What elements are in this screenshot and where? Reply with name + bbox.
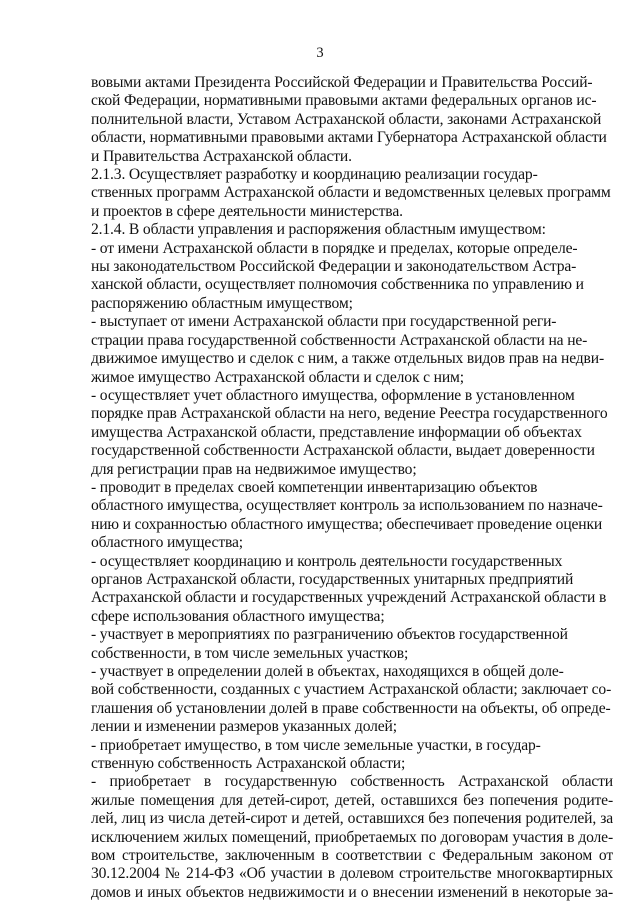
page-number: 3 <box>316 45 324 61</box>
list-item-state-registration: - выступает от имени Астраханской области при государственной реги- страции права государственной собственности Астраханской области на не- движимое имущество и сделок с ним, а также отдельных видов прав на недви- жимое имущество Астраханской области и сделок с ним; <box>91 313 605 386</box>
list-item-acquires-property: - приобретает имущество, в том числе земельные участки, в государ- ственную собственность Астраханской области; <box>91 736 541 773</box>
list-item-owner-powers: - от имени Астраханской области в порядке и пределах, которые определе- ны законодательством Российской Федерации и законодательством Астра- ханской области, осуществляет полномочия собственника по управлению и распоряжению областным имуществом; <box>91 239 584 312</box>
list-item-delimitation: - участвует в мероприятиях по разграничению объектов государственной собственности, в том числе земельных участков; <box>91 626 568 662</box>
paragraph-continuation: вовыми актами Президента Российской Федерации и Правительства Россий- ской Федерации, нормативными правовыми актами федеральных органов ис- полнительной власти, Уставом Астраханской области, законами Астраханской области, нормативными правовыми актами Губернатора Астраханской области и Правительства Астраханской области. <box>91 74 607 165</box>
body-text <box>91 74 613 902</box>
list-item-inventory: - проводит в пределах своей компетенции инвентаризацию объектов областного имущества, осуществляет контроль за использованием по назначе- нию и сохранностью областного имущества; обеспечивает проведение оценки областного имущества; <box>91 478 603 552</box>
list-item-shared-ownership: - участвует в определении долей в объектах, находящихся в общей доле- вой собственности, созданных с участием Астраханской области; заключает со- глашения об установлении долей в праве собственности на объекты, об опреде- лении и изменении размеров указанных долей; <box>91 663 612 736</box>
paragraph-2-1-4: 2.1.4. В области управления и распоряжения областным имуществом: <box>91 221 546 239</box>
list-item-coordination-control: - осуществляет координацию и контроль деятельности государственных органов Астраханской области, государственных унитарных предприятий Астраханской области и государственных учреждений Астраханской области в сфере использования областного имущества; <box>91 552 607 625</box>
list-item-property-accounting: - осуществляет учет областного имущества, оформление в установленном порядке прав Астраханской области на него, ведение Реестра государственного имущества Астраханской области, представление информации об объектах государственной собственности Астраханской области, выдает доверенности для регистрации прав на недвижимое имущество; <box>91 386 608 478</box>
paragraph-2-1-3: 2.1.3. Осуществляет разработку и координацию реализации государ- ственных программ Астраханской области и ведомственных целевых программ и проектов в сфере деятельности министерства. <box>91 166 611 220</box>
list-item-housing-orphans: - приобретает в государственную собственность Астраханской области жилые помещения для детей-сирот, детей, оставшихся без попечения родите- лей, лиц из числа детей-сирот и детей, оставшихся без попечения родителей, за исключением жилых помещений, приобретаемых по договорам участия в доле- вом строительстве, заключенным в соответствии с Федеральным законом от 30.12.2004 № 214-ФЗ «Об участии в долевом строительстве многоквартирных домов и иных объектов недвижимости и о внесении изменений в некоторые за- <box>91 773 613 901</box>
